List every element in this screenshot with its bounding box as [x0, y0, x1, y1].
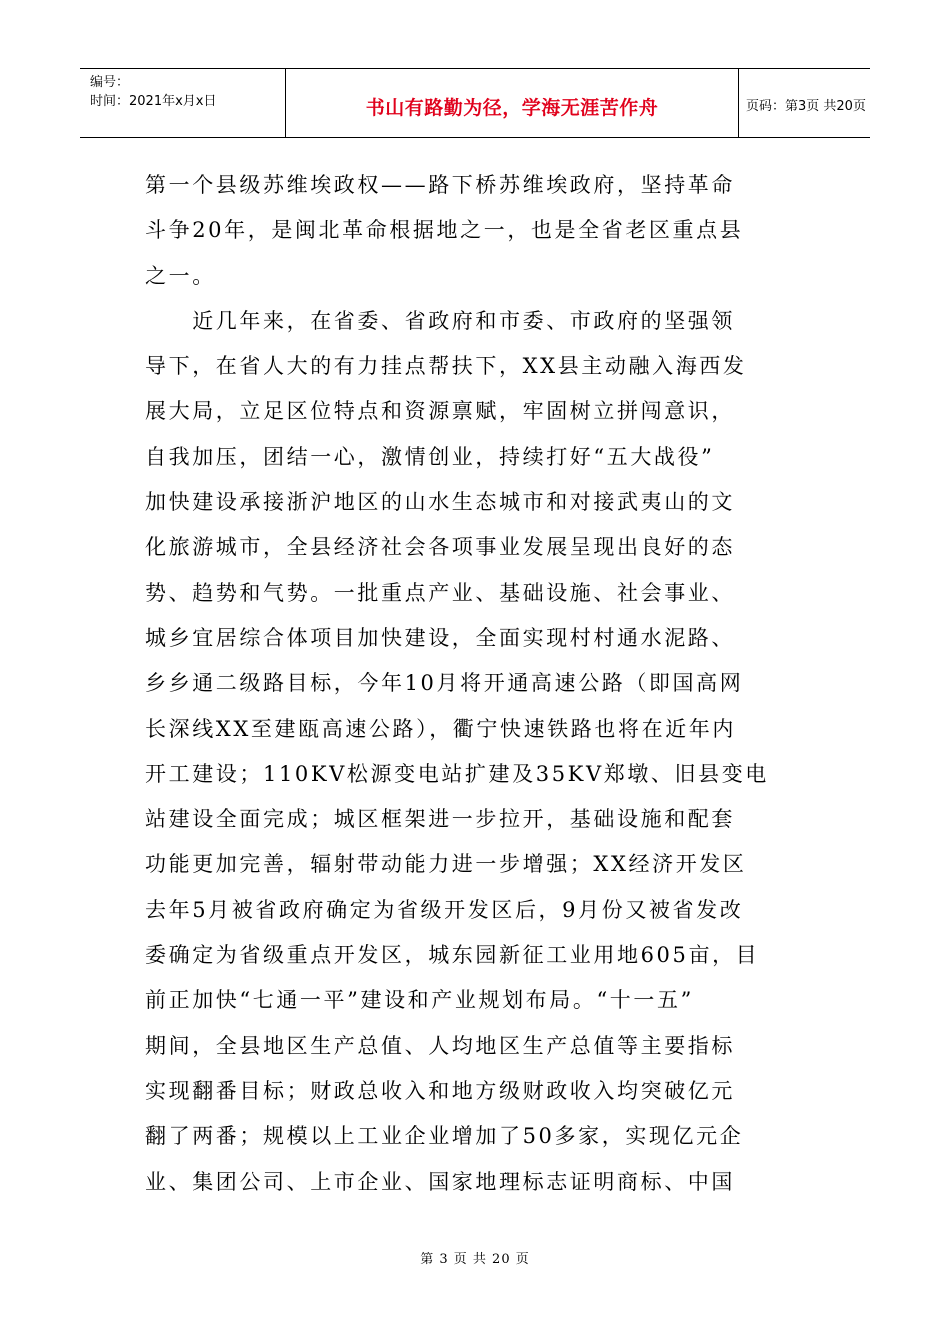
header-page-cell — [738, 69, 870, 137]
body-line: 加快建设承接浙沪地区的山水生态城市和对接武夷山的文 — [145, 490, 735, 515]
body-line: 功能更加完善，辐射带动能力进一步增强；XX经济开发区 — [145, 852, 747, 877]
body-line: 开工建设；110KV松源变电站扩建及35KV郑墩、旧县变电 — [145, 761, 769, 786]
body-line: 展大局，立足区位特点和资源禀赋，牢固树立拼闯意识， — [145, 399, 735, 424]
body-line: 站建设全面完成；城区框架进一步拉开，基础设施和配套 — [145, 807, 735, 832]
header-meta-cell — [80, 69, 285, 137]
header-motto-cell — [285, 69, 739, 137]
body-line: 之一。 — [145, 263, 216, 288]
body-line: 前正加快“七通一平”建设和产业规划布局。“十一五” — [145, 988, 694, 1013]
body-line: 第一个县级苏维埃政权——路下桥苏维埃政府，坚持革命 — [145, 173, 735, 197]
body-line: 去年5月被省政府确定为省级开发区后，9月份又被省发改 — [145, 897, 744, 922]
document-body — [145, 163, 809, 1205]
body-line: 导下，在省人大的有力挂点帮扶下，XX县主动融入海西发 — [145, 354, 747, 379]
body-line: 近几年来，在省委、省政府和市委、市政府的坚强领 — [145, 308, 735, 333]
header-motto: 书山有路勤为径，学海无涯苦作舟 — [365, 97, 659, 119]
page-footer: 第 3 页 共 20 页 — [420, 1252, 530, 1267]
body-line: 长深线XX至建瓯高速公路），衢宁快速铁路也将在近年内 — [145, 716, 736, 741]
body-line: 自我加压，团结一心，激情创业，持续打好“五大战役” — [145, 444, 715, 469]
body-line: 斗争20年，是闽北革命根据地之一，也是全省老区重点县 — [145, 218, 744, 243]
body-line: 期间，全县地区生产总值、人均地区生产总值等主要指标 — [145, 1033, 735, 1058]
document-number-label: 编号： — [90, 75, 130, 90]
body-line: 化旅游城市，全县经济社会各项事业发展呈现出良好的态 — [145, 535, 735, 560]
body-line: 城乡宜居综合体项目加快建设，全面实现村村通水泥路、 — [145, 625, 735, 650]
body-line: 实现翻番目标；财政总收入和地方级财政收入均突破亿元 — [145, 1078, 735, 1103]
body-line: 翻了两番；规模以上工业企业增加了50多家，实现亿元企 — [145, 1124, 744, 1149]
body-line: 势、趋势和气势。一批重点产业、基础设施、社会事业、 — [145, 580, 735, 605]
document-time-label: 时间：2021年x月x日 — [90, 94, 217, 109]
page-header — [80, 68, 870, 138]
body-line: 委确定为省级重点开发区，城东园新征工业用地605亩，目 — [145, 943, 760, 968]
body-line: 乡乡通二级路目标，今年10月将开通高速公路（即国高网 — [145, 671, 744, 696]
header-page-info: 页码：第3页 共20页 — [746, 99, 866, 114]
body-line: 业、集团公司、上市企业、国家地理标志证明商标、中国 — [145, 1169, 735, 1194]
